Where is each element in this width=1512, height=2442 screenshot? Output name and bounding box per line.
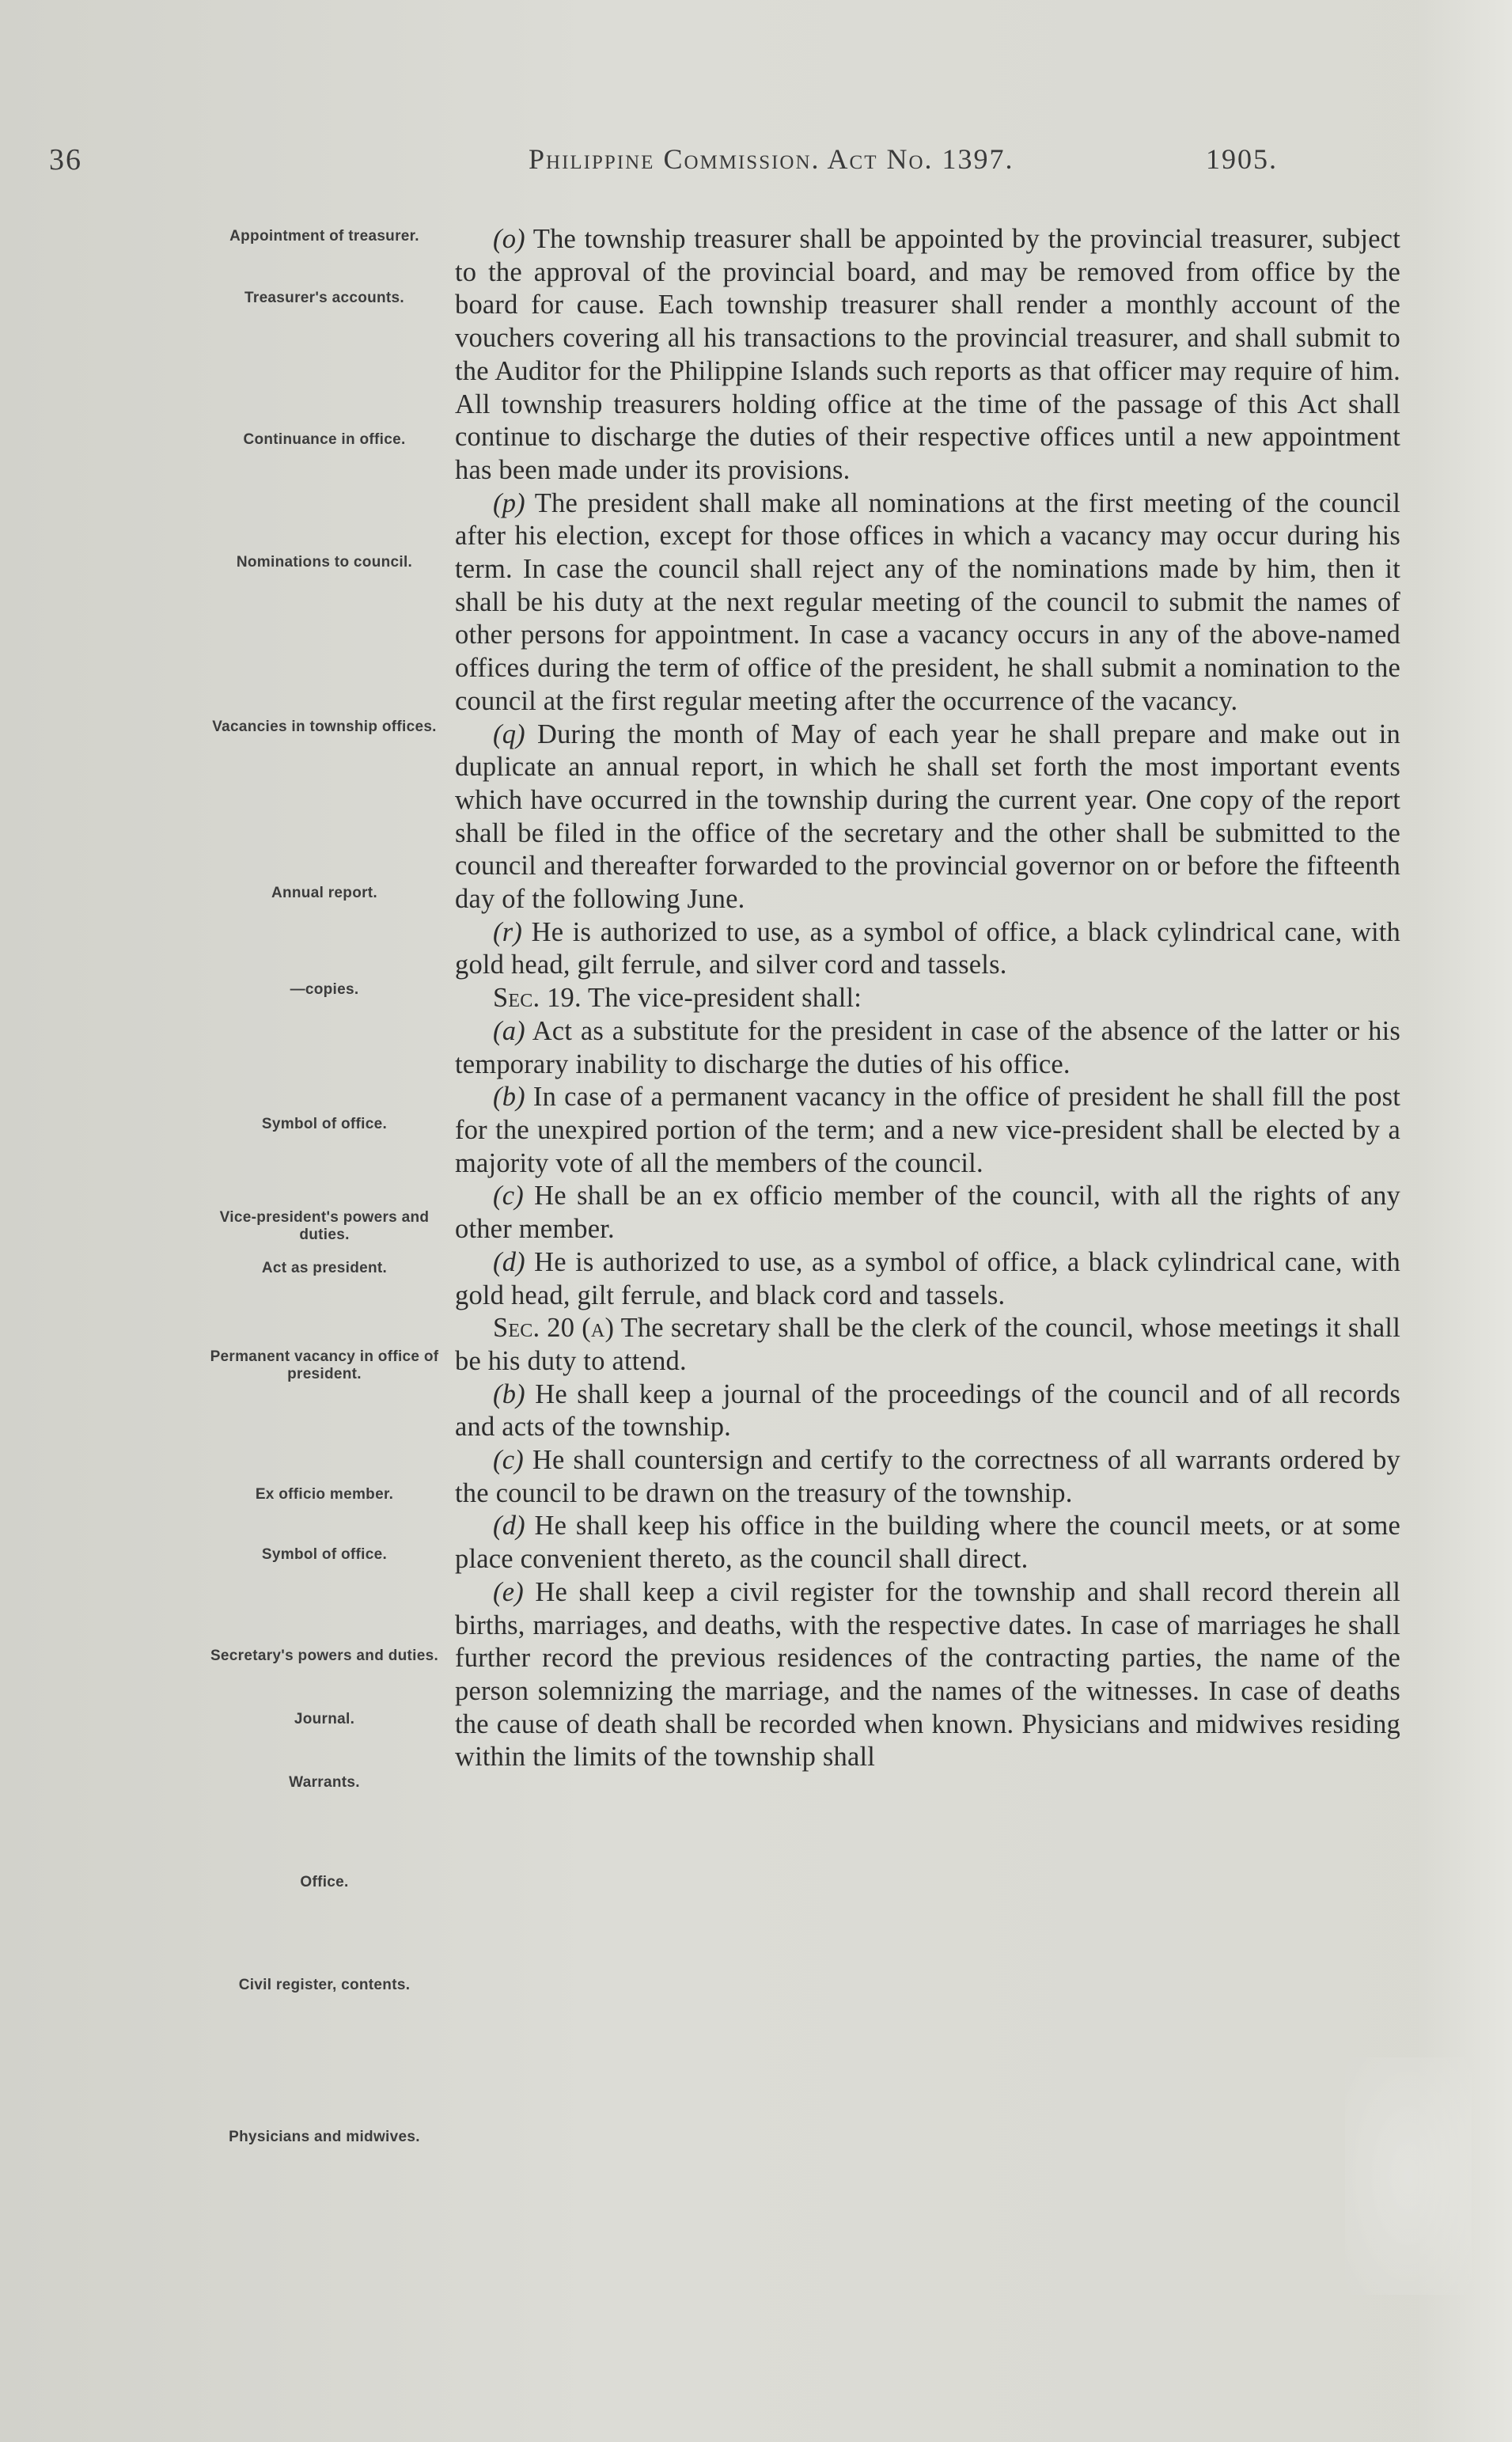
margin-note: Symbol of office. [261, 1116, 388, 1132]
margin-note: Office. [300, 1874, 349, 1890]
paragraph [455, 916, 1400, 982]
paragraph [455, 223, 1400, 487]
paragraph [455, 1180, 1400, 1246]
paragraph-text: In case of a permanent vacancy in the office of president he shall fill the post for the unexpired portion of the term; and a new vice-president shall be elected by a majority vote of all the members of the council. [455, 1082, 1400, 1178]
running-head: Philippine Commission. Act No. 1397. [529, 143, 1014, 175]
margin-note: Secretary's powers and duties. [210, 1648, 439, 1664]
paper-stain [1345, 2057, 1472, 2295]
paragraph-mark: (e) [493, 1576, 524, 1607]
page-number: 36 [49, 143, 82, 176]
paragraph-text: He is authorized to use, as a symbol of office, a black cylindrical cane, with gold head, gilt ferrule, and black cord and tassels. [455, 1246, 1400, 1310]
section-heading [455, 982, 1400, 1015]
margin-note: Permanent vacancy in office of president. [210, 1348, 439, 1382]
section-number: Sec. 19. [493, 983, 582, 1014]
paragraph-mark: (a) [493, 1015, 525, 1046]
paragraph-mark: (r) [493, 916, 523, 947]
paragraph [455, 1444, 1400, 1510]
margin-note: Act as president. [261, 1260, 388, 1276]
margin-note: —copies. [290, 981, 359, 998]
section-heading [455, 1312, 1400, 1378]
paragraph-text: Act as a substitute for the president in case of the absence of the latter or his temporary inability to discharge the duties of his office. [455, 1015, 1400, 1079]
section-number: Sec. 20 (a) [493, 1313, 615, 1344]
paragraph [455, 719, 1400, 916]
margin-note: Appointment of treasurer. [229, 228, 419, 245]
body-text [455, 223, 1400, 1774]
paragraph-mark: (c) [493, 1445, 524, 1476]
paragraph-mark: (c) [493, 1181, 524, 1212]
paragraph-text: The township treasurer shall be appointed by the provincial treasurer, subject to the approval of the provincial board, and may be removed from office by the board for cause. Each township treasurer shall render a monthly account of the vouchers covering all his transactions to the provincial treasurer, and shall submit to the Auditor for the Philippine Islands such reports as that officer may require of him. All township treasurers holding office at the time of the passage of this Act shall continue to discharge the duties of their respective offices until a new appointment has been made under its provisions. [455, 224, 1400, 485]
paragraph-text: He shall countersign and certify to the correctness of all warrants ordered by the council to be drawn on the treasury of the township. [455, 1445, 1400, 1508]
paragraph [455, 1015, 1400, 1081]
paragraph [455, 1510, 1400, 1576]
paragraph-mark: (o) [493, 224, 525, 254]
paragraph-text: He is authorized to use, as a symbol of office, a black cylindrical cane, with gold head, gilt ferrule, and silver cord and tassels. [455, 916, 1400, 980]
paragraph-text: He shall keep a journal of the proceedings of the council and of all records and acts of the township. [455, 1378, 1400, 1443]
paragraph-mark: (d) [493, 1511, 525, 1541]
paragraph-mark: (b) [493, 1378, 525, 1409]
paragraph-text: The president shall make all nominations at the first meeting of the council after his election, except for those offices in which a vacancy may occur during his term. In case the council shall reject any of the nominations made by him, then it shall be his duty at the next regular meeting of the council to submit the names of other persons for appointment. In case a vacancy occurs in any of the above-named offices during the term of office of the president, he shall submit a nomination to the council at the first regular meeting after the occurrence of the vacancy. [455, 487, 1400, 716]
paragraph [455, 1081, 1400, 1180]
margin-note: Physicians and midwives. [229, 2129, 420, 2145]
margin-note: Warrants. [289, 1774, 360, 1791]
paragraph-mark: (b) [493, 1082, 525, 1113]
paragraph-text: The vice-president shall: [581, 983, 862, 1014]
paragraph-text: During the month of May of each year he shall prepare and make out in duplicate an annual report, in which he shall set forth the most important events which have occurred in the township during the current year. One copy of the report shall be filed in the office of the secretary and the other shall be submitted to the council and thereafter forwarded to the provincial governor on or before the fifteenth day of the following June. [455, 719, 1400, 915]
margin-note: Ex officio member. [255, 1486, 394, 1503]
paragraph-mark: (p) [493, 487, 525, 518]
page-header [0, 142, 1512, 182]
paragraph-mark: (q) [493, 719, 525, 749]
margin-notes [202, 222, 447, 2390]
paragraph [455, 487, 1400, 719]
running-head-year: 1905. [1206, 143, 1278, 175]
margin-note: Continuance in office. [243, 431, 406, 448]
paragraph-mark: (d) [493, 1246, 525, 1277]
paragraph [455, 1246, 1400, 1312]
margin-note: Symbol of office. [261, 1546, 388, 1563]
paragraph [455, 1378, 1400, 1444]
margin-note: Civil register, contents. [238, 1977, 411, 1993]
margin-note: Annual report. [271, 885, 378, 901]
margin-note: Treasurer's accounts. [244, 290, 404, 306]
margin-note: Vacancies in township offices. [212, 719, 437, 735]
margin-note: Nominations to council. [236, 554, 413, 571]
paragraph-text: He shall keep his office in the building where the council meets, or at some place convenient thereto, as the council shall direct. [455, 1511, 1400, 1575]
paragraph-text: The secretary shall be the clerk of the council, whose meetings it shall be his duty to attend. [455, 1313, 1400, 1376]
margin-note: Vice-president's powers and duties. [219, 1209, 430, 1243]
paragraph-text: He shall be an ex officio member of the council, with all the rights of any other member. [455, 1181, 1400, 1245]
paragraph-text: He shall keep a civil register for the township and shall record therein all births, marriages, and deaths, with the respective dates. In case of marriages he shall further record the previous residences of the contracting parties, the name of the person solemnizing the marriage, and the names of the witnesses. In case of deaths the cause of death shall be recorded when known. Physicians and midwives residing within the limits of the township shall [455, 1576, 1400, 1773]
margin-note: Journal. [294, 1711, 355, 1727]
paragraph [455, 1576, 1400, 1774]
